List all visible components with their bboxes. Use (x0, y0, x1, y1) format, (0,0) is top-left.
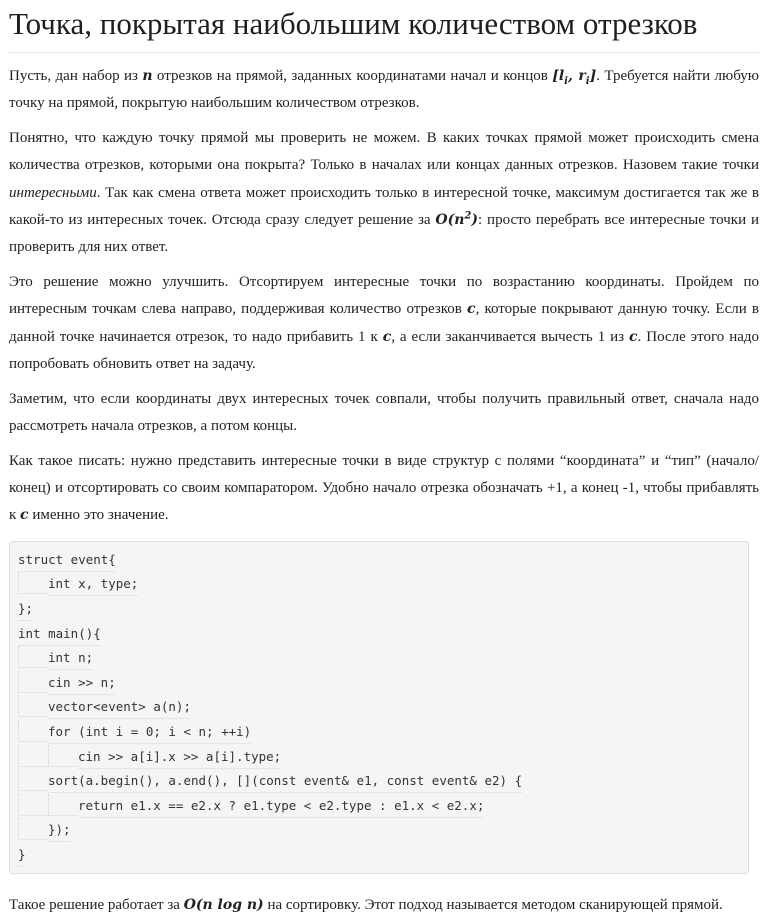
math-sub: i (564, 75, 568, 87)
indent-guide (18, 695, 48, 717)
indent-guide (48, 794, 78, 816)
code-line (18, 572, 748, 597)
code-text: return e1.x == e2.x ? e1.type < e2.type : e1.x < e2.x; (78, 794, 484, 818)
text: именно это значение. (28, 507, 169, 524)
paragraph-conclusion (9, 892, 759, 919)
math-sub: i (585, 75, 590, 87)
indent-guide (18, 671, 48, 693)
math-sup: 2 (464, 210, 472, 222)
code-text: cin >> a[i].x >> a[i].type; (78, 745, 281, 769)
indent-guide (18, 646, 48, 668)
text: Такое решение работает за (9, 897, 184, 914)
paragraph-improve (9, 269, 759, 378)
text: Как такое писать: нужно представить интересные точки в виде структур с полями “координата” и “тип” (начало/конец) и отсортировать со своим компаратором. Удобно начало отрезка обозначать +1, а конец -1, чтобы прибавлять к (9, 452, 759, 524)
code-text: }; (18, 597, 33, 621)
code-text: vector<event> a(n); (48, 695, 191, 719)
text: отрезков на прямой, заданных координатами начал и концов (152, 68, 553, 84)
code-line (18, 646, 748, 671)
indent-guide (18, 794, 48, 816)
math-complexity (435, 212, 478, 228)
code-line (18, 548, 748, 573)
code-line (18, 769, 748, 794)
text: на сортировку. Этот подход называется методом сканирующей прямой. (263, 897, 723, 914)
code-text: cin >> n; (48, 671, 116, 695)
code-line (18, 745, 748, 770)
code-line (18, 671, 748, 696)
math-part: , r (567, 68, 586, 84)
code-block (9, 541, 749, 875)
text: : просто перебрать все интересные точки и проверить для них ответ. (9, 211, 759, 256)
paragraph-intro (9, 63, 759, 118)
text: Это решение можно улучшить. Отсортируем интересные точки по возрастанию координаты. Пройдем по интересным точкам слева направо, поддерживая количество отрезков (9, 274, 759, 318)
text: . После этого надо попробовать обновить ответ на задачу. (9, 328, 760, 372)
math-part: [l (552, 68, 565, 84)
code-text: struct event{ (18, 548, 116, 572)
text: , а если заканчивается вычесть 1 из (391, 328, 630, 345)
code-line (18, 597, 748, 622)
indent-guide (18, 818, 48, 840)
paragraph-ties: Заметим, что если координаты двух интересных точек совпали, чтобы получить правильный ответ, сначала надо рассмотреть начала отрезков, а потом концы. (9, 390, 759, 435)
article (9, 0, 759, 920)
paragraph-naive (9, 125, 759, 261)
text: , которые покрывают данную точку. Если в данной точке начинается отрезок, то надо прибавить 1 к (9, 301, 759, 345)
indent-guide (18, 769, 48, 791)
code-line (18, 622, 748, 647)
code-text: for (int i = 0; i < n; ++i) (48, 720, 251, 744)
math-part: ) (471, 211, 479, 228)
indent-guide (18, 745, 48, 767)
indent-guide (48, 745, 78, 767)
emphasis: интересными (9, 184, 97, 201)
code-text: int x, type; (48, 572, 138, 596)
text: Пусть, дан набор из (9, 68, 143, 84)
code-text: int main(){ (18, 622, 101, 646)
math-c: c (20, 507, 29, 524)
text: Понятно, что каждую точку прямой мы проверить не можем. В каких точках прямой может происходить смена количества отрезков, которыми она покрыта? Только в началах или концах данных отрезков. Назовем такие точки (9, 130, 759, 174)
indent-guide (18, 720, 48, 742)
code-text: sort(a.begin(), a.end(), [](const event& e1, const event& e2) { (48, 769, 522, 793)
math-c: c (382, 328, 392, 345)
code-line (18, 818, 748, 843)
math-complexity: O(n log n) (183, 897, 264, 914)
paragraph-implementation (9, 448, 759, 530)
math-interval (552, 68, 597, 87)
text: . Так как смена ответа может происходить только в интересной точке, максимум достигается так же в какой-то из интересных точек. Отсюда сразу следует решение за (9, 184, 759, 228)
indent-guide (18, 572, 48, 594)
math-c: c (629, 328, 638, 345)
code-line (18, 794, 748, 819)
code-line (18, 695, 748, 720)
code-text: int n; (48, 646, 93, 670)
code-text: }); (48, 818, 71, 842)
page-title: Точка, покрытая наибольшим количеством отрезков (9, 0, 759, 53)
code-line (18, 843, 748, 868)
math-part: O(n (435, 211, 465, 228)
code-line (18, 720, 748, 745)
text: . Требуется найти любую точку на прямой, покрытую наибольшим количеством отрезков. (9, 68, 759, 112)
math-n: n (142, 68, 153, 84)
code-text: } (18, 843, 26, 867)
math-c: c (467, 301, 476, 318)
math-part: ] (589, 68, 597, 84)
